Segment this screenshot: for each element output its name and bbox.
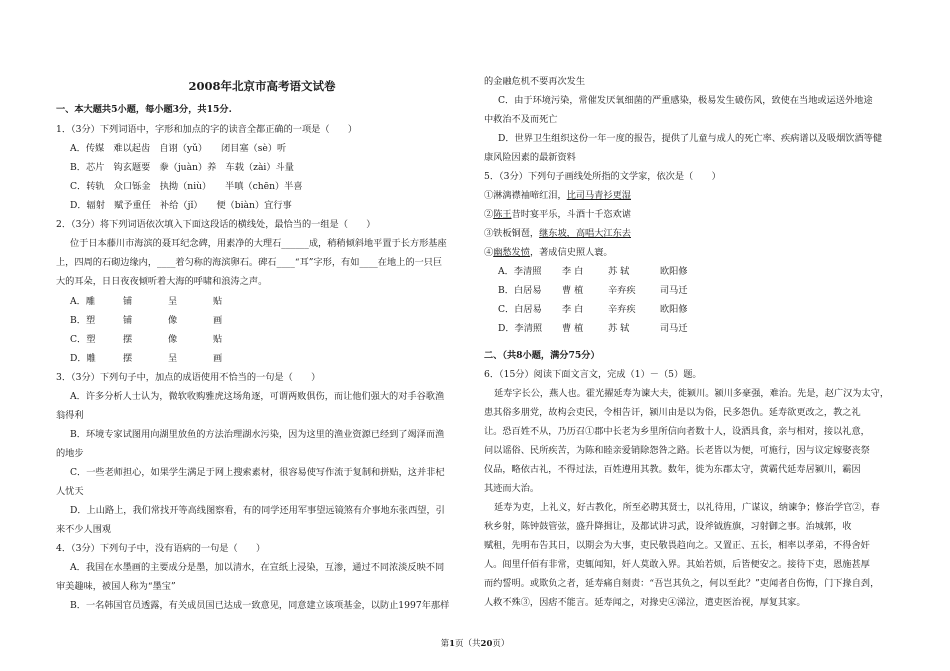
passage-line: 问以谣俗、民所疾苦，为陈和睦亲爱销除怨咎之路。长老皆以为便，可施行，因与议定嫁娶丧祭 (484, 445, 870, 456)
page-footer: 第1页（共20页） (440, 639, 510, 649)
passage-line: 仪品，略依古礼，不得过法，百姓遵用其教。数年，徙为东郡太守，黄霸代延寿居颍川，霸因 (484, 464, 861, 475)
q1-option-c: C．转轨 众口铄金 执拗（niù） 半嗔（chēn）半喜 (70, 181, 303, 192)
q4-continued-line: 康风险因素的最新资料 (484, 152, 576, 163)
q3-line: 人忧天 (56, 486, 84, 497)
q4-continued-line: 中救治不及而死亡 (484, 114, 558, 125)
passage-line: 延寿为吏，上礼义，好古教化，所至必聘其贤士，以礼待用，广谋议，纳谏争；修治学官②，春 (494, 502, 880, 513)
q2-passage-line: 大的耳朵，日日夜夜倾听着大海的呼啸和浪涛之声。 (56, 276, 268, 287)
passage-line: 其迹而大治。 (484, 483, 540, 494)
q5-option-d: D．李清照 曹 植 苏 轼 司马迁 (498, 323, 688, 334)
q4-line: 审美趣味，被国人称为“墨宝” (56, 581, 176, 592)
q6-stem: 6．（15分）阅读下面文言文，完成（1）－（5）题。 (484, 369, 702, 380)
passage-line: 延寿字长公，燕人也。霍光擢延寿为谏大夫，徙颍川。颍川多豪强，难治。先是，赵广汉为太守， (494, 388, 890, 399)
passage-line: 而约誓明。或欺负之者，延寿痛自刻责：“吾岂其负之，何以至此？”吏闻者自伤悔，门下掾自刭， (484, 578, 880, 589)
q4-line: B．一名韩国官员透露，有关成员国已达成一致意见，同意建立该项基金，以防止1997年那样 (70, 600, 450, 611)
q3-line: 翁得利 (56, 410, 84, 421)
q2-option-b: B．塑 铺 像 画 (70, 315, 223, 326)
q2-option-a: A．雕 铺 呈 贴 (70, 296, 223, 307)
q2-passage-line: 位于日本藤川市海滨的聂耳纪念碑，用素净的大理石______成，稍稍倾斜地平置于长方形基座 (70, 238, 447, 249)
q5-item-2: ②陈王昔时宴平乐，斗酒十千恣欢谑 (484, 209, 631, 220)
q4-line: A．我国在水墨画的主要成分是墨，加以清水，在宣纸上浸染，互渗，通过不同浓淡反映不同 (70, 562, 445, 573)
q5-option-c: C．白居易 李 白 辛弃疾 欧阳修 (498, 304, 688, 315)
passage-line: 秋乡射，陈钟鼓管弦，盛升降揖让，及都试讲习武，设斧钺旌旗，习射御之事。治城郭，收 (484, 521, 852, 532)
q5-item-1: ①淋漓襟袖啼红泪，比司马青衫更湿 (484, 190, 631, 201)
q1-option-d: D．辐射 赋予重任 补给（jǐ） 便（biàn）宜行事 (70, 200, 292, 211)
passage-line: 赋租，先明布告其日，以期会为大事，吏民敬畏趋向之。又置正、五长，相率以孝弟，不得舍奸 (484, 540, 870, 551)
passage-line: 人救不殊③，因痞不能言。延寿闻之，对掾史④涕泣，遣吏医治视，厚复其家。 (484, 597, 806, 608)
q2-option-d: D．雕 摆 呈 画 (70, 353, 223, 364)
q3-line: B．环境专家试图用向湖里放鱼的方法治理湖水污染，因为这里的渔业资源已经到了竭泽而渔 (70, 429, 445, 440)
q5-option-a: A．李清照 李 白 苏 轼 欧阳修 (498, 266, 688, 277)
q1-option-a: A．传媒 难以起齿 自诩（yǔ） 闭目塞（sè）听 (70, 143, 287, 154)
section2-header: 二、（共8小题，满分75分） (484, 350, 600, 361)
q3-line: 的地步 (56, 448, 84, 459)
page-title: 2008年北京市高考语文试卷 (188, 79, 336, 93)
q3-line: D．上山路上，我们常找开等高线图察看，有的同学还用军事望远镜煞有介事地东张西望，引 (70, 505, 445, 516)
q3-line: 来不少人围观 (56, 524, 112, 535)
q5-stem: 5．（3分）下列句子画线处所指的文学家，依次是（ ） (484, 171, 721, 182)
q3-line: A．许多分析人士认为，微软收购雅虎这场角逐，可谓两败俱伤，而让他们强大的对手谷歌渔 (70, 391, 445, 402)
section1-header: 一、本大题共5小题，每小题3分，共15分. (56, 104, 232, 115)
q5-item-3: ③铁板铜琶，继东坡，高唱大江东去 (484, 228, 631, 239)
passage-line: 人。闾里仟佰有非常，吏辄闻知，奸人莫敢入界。其始若烦，后皆便安之。接待下吏，恩施甚厚 (484, 559, 870, 570)
q2-passage-line: 上，四周的石砌边缘内，____着匀称的海滨卵石。碑石____“耳”字形，有如____在地上的一只巨 (56, 257, 443, 268)
q4-continued-line: C．由于环境污染，常催发厌氧细菌的严重感染，极易发生破伤风，致使在当地或运送外地途 (498, 95, 873, 106)
q4-continued-line: D．世界卫生组织这份一年一度的报告，提供了儿童与成人的死亡率、疾病谱以及吸烟饮酒等健 (498, 133, 883, 144)
q2-option-c: C．塑 摆 像 贴 (70, 334, 223, 345)
page-number: 1 (449, 639, 456, 649)
q1-stem: 1．（3分）下列词语中，字形和加点的字的读音全都正确的一项是（ ） (56, 124, 358, 135)
q5-option-b: B．白居易 曹 植 辛弃疾 司马迁 (498, 285, 688, 296)
page-total: 20 (480, 639, 493, 649)
q3-stem: 3．（3分）下列句子中，加点的成语使用不恰当的一句是（ ） (56, 372, 321, 383)
q2-stem: 2．（3分）将下列词语依次填入下面这段话的横线处，最恰当的一组是（ ） (56, 219, 376, 230)
q5-item-4: ④幽愁发愤，著成信史照人寰。 (484, 247, 613, 258)
passage-line: 让。恐百姓不从，乃历召①郡中长老为乡里所信向者数十人，设酒具食，亲与相对，接以礼意， (484, 426, 870, 437)
q4-stem: 4．（3分）下列句子中，没有语病的一句是（ ） (56, 543, 266, 554)
passage-line: 患其俗多朋党，故构会吏民，令相告讦，颍川由是以为俗，民多怨仇。延寿欲更改之，教之礼 (484, 407, 861, 418)
q4-continued-line: 的金融危机不要再次发生 (484, 76, 586, 87)
q3-line: C．一些老师担心，如果学生满足于网上搜索素材，很容易使写作流于复制和拼贴，这并非杞 (70, 467, 445, 478)
q1-option-b: B．芯片 钩玄题要 豢（juàn）养 车载（zài）斗量 (70, 162, 294, 173)
